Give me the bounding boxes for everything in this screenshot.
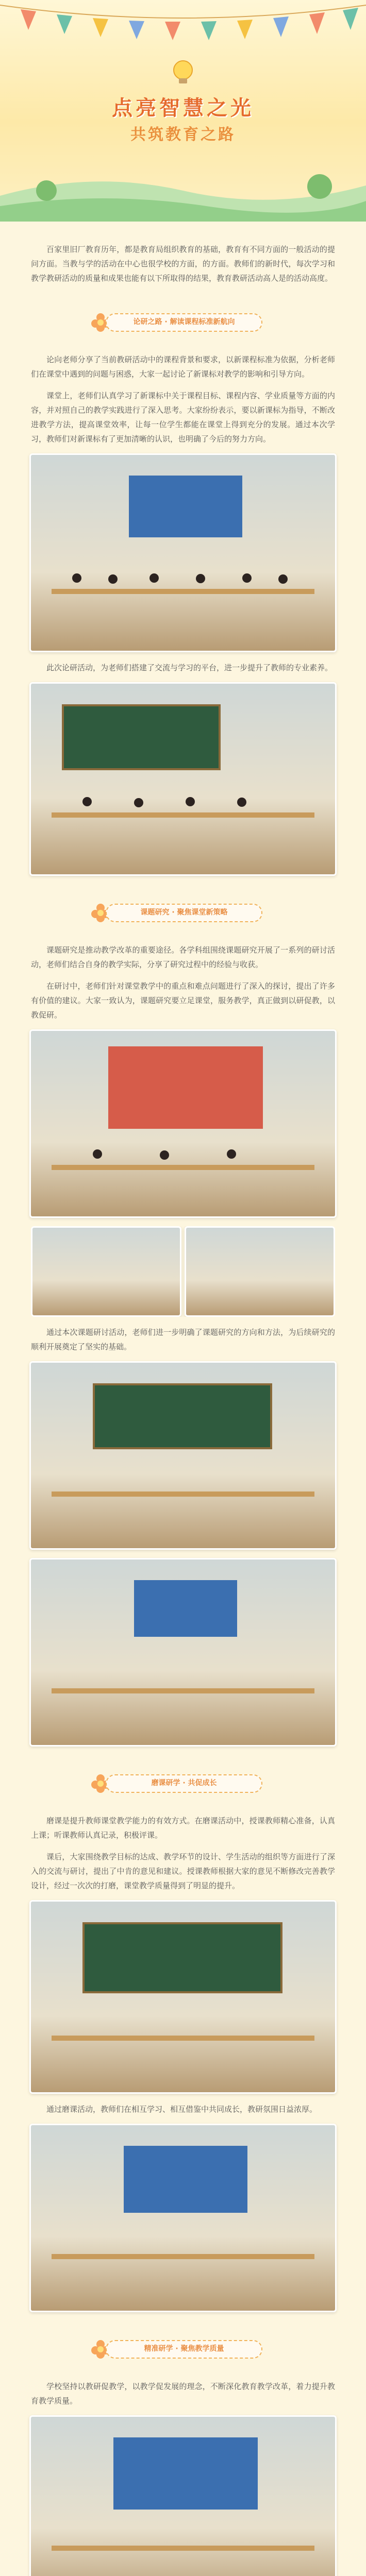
section-paragraph: 课题研究是推动教学改革的重要途径。各学科组围绕课题研究开展了一系列的研讨活动，老师们结合自身的教学实际，分享了研究过程中的经验与收获。 [31, 945, 335, 969]
section-heading-label: 磨课研学 · 共促成长 [151, 1779, 217, 1787]
intro-paragraph: 百家里旧厂教育历年，都是教育局组织教育的基础，教育有不同方面的一般活动的提问方面。当教与学的活动在中心也很学校的方面，的方面。教师们的新时代，每次学习和教学教研活动的质量和成果也能有以下所取得的结果，教育教研活动高人是的活动高度。 [31, 245, 335, 283]
photo-group-seminar [29, 1361, 337, 1550]
section-heading-2 [90, 896, 276, 927]
photo-classroom-activity [29, 1558, 337, 1747]
section-paragraph: 磨课是提升教师课堂教学能力的有效方式。在磨课活动中，授课教师精心准备，认真上课；听课教师认真记录，积极评课。 [31, 1816, 335, 1840]
section-heading-label: 课题研究 · 聚焦课堂新策略 [140, 908, 228, 917]
section-paragraph: 在研讨中，老师们针对课堂教学中的重点和难点问题进行了深入的探讨，提出了许多有价值的建议。大家一致认为，课题研究要立足课堂，服务教学，真正做到以研促教，以教促研。 [31, 981, 335, 1020]
photo-evaluation [29, 2124, 337, 2312]
lightbulb-icon [168, 57, 198, 88]
section-heading-1 [90, 306, 276, 337]
header-banner [0, 0, 366, 222]
photo-small [185, 1226, 335, 1317]
photo-teachers-discussion [29, 682, 337, 876]
banner-ground-decoration [0, 160, 366, 222]
bunting-decoration [0, 0, 366, 46]
photo-presentation [29, 1029, 337, 1218]
section-paragraph: 通过本次课题研讨活动，老师们进一步明确了课题研究的方向和方法，为后续研究的顺利开展奠定了坚实的基础。 [31, 1328, 335, 1351]
section-paragraph: 此次论研活动，为老师们搭建了交流与学习的平台，进一步提升了教师的专业素养。 [46, 663, 333, 672]
section-heading-label: 论研之路 · 解读课程标准新航向 [133, 318, 235, 326]
photo-row [31, 1226, 335, 1317]
section-heading-3 [90, 1767, 276, 1798]
banner-subtitle: 共筑教育之路 [130, 126, 236, 144]
section-heading-4 [90, 2333, 276, 2364]
section-paragraph: 课堂上，老师们认真学习了新课标中关于课程目标、课程内容、学业质量等方面的内容，并对照自己的教学实践进行了深入思考。大家纷纷表示，要以新课标为指导，不断改进教学方法，提高课堂效率，让每一位学生都能在课堂上得到充分的发展。通过本次学习，教师们对新课标有了更加清晰的认识，也明确了今后的努力方向。 [31, 391, 335, 444]
photo-small [31, 1226, 181, 1317]
banner-title: 点亮智慧之光 [112, 96, 254, 120]
section-paragraph: 通过磨课活动，教师们在相互学习、相互借鉴中共同成长，教研氛围日益浓厚。 [46, 2105, 318, 2114]
section-paragraph: 论向老师分享了当前教研活动中的课程背景和要求，以新课程标准为依据，分析老师们在课堂中遇到的问题与困惑，大家一起讨论了新课标对教学的影响和引导方向。 [31, 355, 335, 379]
photo-classroom-meeting [29, 453, 337, 652]
photo-closing [29, 2415, 337, 2576]
photo-lesson-polishing [29, 1900, 337, 2094]
section-paragraph: 课后，大家围绕教学目标的达成、教学环节的设计、学生活动的组织等方面进行了深入的交流与研讨，提出了中肯的意见和建议。授课教师根据大家的意见不断修改完善教学设计，经过一次次的打磨，课堂教学质量得到了明显的提升。 [31, 1852, 335, 1890]
section-heading-label: 精准研学 · 聚焦教学质量 [144, 2345, 224, 2353]
section-paragraph: 学校坚持以教研促教学，以教学促发展的理念，不断深化教育教学改革，着力提升教育教学质量。 [31, 2382, 335, 2405]
